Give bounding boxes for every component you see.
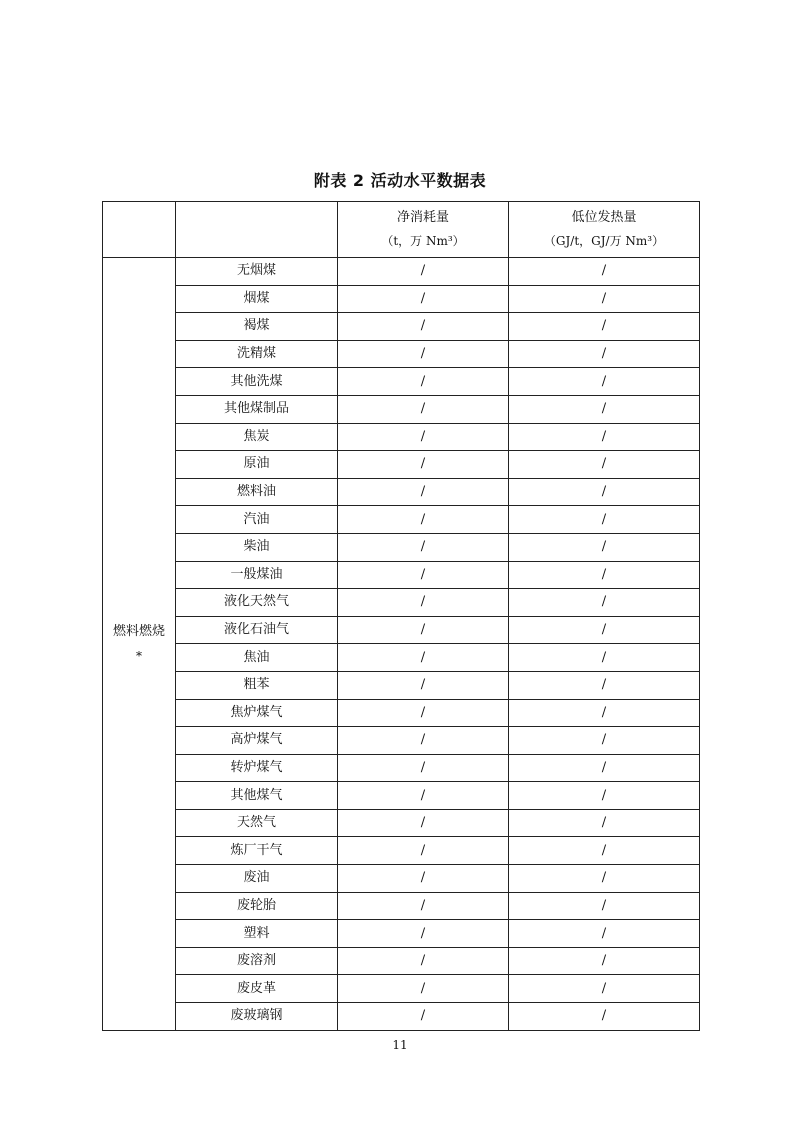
consumption-cell: /: [338, 699, 509, 727]
heat-value-cell: /: [509, 754, 700, 782]
table-row: [103, 478, 700, 506]
consumption-cell: /: [338, 368, 509, 396]
table-title: 附表 2 活动水平数据表: [313, 171, 487, 190]
fuel-name-cell: 无烟煤: [176, 258, 338, 286]
fuel-name-cell: 高炉煤气: [176, 727, 338, 755]
header-cell-heat-value: [509, 202, 700, 258]
fuel-name-cell: 洗精煤: [176, 340, 338, 368]
group-cell-fuel-combustion: [103, 258, 176, 1031]
consumption-cell: /: [338, 920, 509, 948]
heat-value-cell: /: [509, 699, 700, 727]
heat-value-cell: /: [509, 313, 700, 341]
fuel-name-cell: 焦炭: [176, 423, 338, 451]
table-row: [103, 975, 700, 1003]
table-row: [103, 313, 700, 341]
table-row: [103, 506, 700, 534]
table-row: [103, 1003, 700, 1031]
table-row: [103, 340, 700, 368]
table-row: [103, 754, 700, 782]
heat-value-cell: /: [509, 1003, 700, 1031]
consumption-cell: /: [338, 809, 509, 837]
consumption-cell: /: [338, 561, 509, 589]
heat-value-cell: /: [509, 782, 700, 810]
fuel-name-cell: 柴油: [176, 533, 338, 561]
table-row: [103, 533, 700, 561]
fuel-name-cell: 粗苯: [176, 671, 338, 699]
heat-value-cell: /: [509, 533, 700, 561]
table-row: [103, 423, 700, 451]
consumption-cell: /: [338, 892, 509, 920]
group-footnote-mark: *: [136, 648, 142, 663]
fuel-name-cell: 塑料: [176, 920, 338, 948]
table-row: [103, 561, 700, 589]
consumption-cell: /: [338, 313, 509, 341]
consumption-cell: /: [338, 644, 509, 672]
table-row: [103, 644, 700, 672]
table-row: [103, 616, 700, 644]
consumption-cell: /: [338, 340, 509, 368]
consumption-header-label: 净消耗量: [396, 210, 449, 225]
table-row: [103, 782, 700, 810]
table-row: [103, 837, 700, 865]
header-cell-category: [103, 202, 176, 258]
heat-value-cell: /: [509, 423, 700, 451]
table-body: [103, 202, 700, 1031]
fuel-name-cell: 天然气: [176, 809, 338, 837]
header-cell-fuel: [176, 202, 338, 258]
heat-value-header-unit: （GJ/t，GJ/万 Nm³）: [543, 234, 665, 248]
fuel-name-cell: 其他洗煤: [176, 368, 338, 396]
fuel-name-cell: 褐煤: [176, 313, 338, 341]
table-row: [103, 699, 700, 727]
table-row: [103, 285, 700, 313]
table-row: [103, 865, 700, 893]
consumption-cell: /: [338, 616, 509, 644]
heat-value-cell: /: [509, 258, 700, 286]
consumption-cell: /: [338, 258, 509, 286]
table-row: [103, 589, 700, 617]
consumption-cell: /: [338, 671, 509, 699]
heat-value-cell: /: [509, 368, 700, 396]
table-row: [103, 395, 700, 423]
heat-value-cell: /: [509, 561, 700, 589]
table-row: [103, 451, 700, 479]
heat-value-cell: /: [509, 616, 700, 644]
fuel-name-cell: 液化天然气: [176, 589, 338, 617]
fuel-name-cell: 其他煤气: [176, 782, 338, 810]
heat-value-cell: /: [509, 644, 700, 672]
heat-value-cell: /: [509, 865, 700, 893]
fuel-name-cell: 废轮胎: [176, 892, 338, 920]
table-row: [103, 671, 700, 699]
heat-value-cell: /: [509, 809, 700, 837]
table-row: [103, 809, 700, 837]
consumption-header-unit: （t，万 Nm³）: [381, 234, 465, 248]
fuel-name-cell: 一般煤油: [176, 561, 338, 589]
table-row: [103, 258, 700, 286]
fuel-name-cell: 焦油: [176, 644, 338, 672]
consumption-cell: /: [338, 533, 509, 561]
consumption-cell: /: [338, 478, 509, 506]
page-number: 11: [392, 1038, 408, 1052]
heat-value-cell: /: [509, 285, 700, 313]
consumption-cell: /: [338, 975, 509, 1003]
fuel-name-cell: 燃料油: [176, 478, 338, 506]
fuel-name-cell: 转炉煤气: [176, 754, 338, 782]
fuel-name-cell: 烟煤: [176, 285, 338, 313]
consumption-cell: /: [338, 1003, 509, 1031]
consumption-cell: /: [338, 506, 509, 534]
consumption-cell: /: [338, 285, 509, 313]
activity-data-table: [102, 201, 700, 1031]
heat-value-header-label: 低位发热量: [571, 210, 637, 225]
table-row: [103, 368, 700, 396]
table-row: [103, 892, 700, 920]
heat-value-cell: /: [509, 920, 700, 948]
consumption-cell: /: [338, 782, 509, 810]
heat-value-cell: /: [509, 671, 700, 699]
fuel-name-cell: 原油: [176, 451, 338, 479]
fuel-name-cell: 炼厂干气: [176, 837, 338, 865]
heat-value-cell: /: [509, 478, 700, 506]
consumption-cell: /: [338, 451, 509, 479]
consumption-cell: /: [338, 947, 509, 975]
consumption-cell: /: [338, 865, 509, 893]
fuel-name-cell: 汽油: [176, 506, 338, 534]
fuel-name-cell: 液化石油气: [176, 616, 338, 644]
group-label: 燃料燃烧: [112, 623, 165, 639]
heat-value-cell: /: [509, 589, 700, 617]
table-row: [103, 727, 700, 755]
header-cell-consumption: [338, 202, 509, 258]
heat-value-cell: /: [509, 975, 700, 1003]
fuel-name-cell: 焦炉煤气: [176, 699, 338, 727]
fuel-name-cell: 废玻璃钢: [176, 1003, 338, 1031]
heat-value-cell: /: [509, 837, 700, 865]
heat-value-cell: /: [509, 947, 700, 975]
heat-value-cell: /: [509, 892, 700, 920]
heat-value-cell: /: [509, 727, 700, 755]
heat-value-cell: /: [509, 340, 700, 368]
heat-value-cell: /: [509, 506, 700, 534]
table-row: [103, 920, 700, 948]
fuel-name-cell: 废溶剂: [176, 947, 338, 975]
consumption-cell: /: [338, 754, 509, 782]
header-row: [103, 202, 700, 258]
consumption-cell: /: [338, 423, 509, 451]
consumption-cell: /: [338, 589, 509, 617]
consumption-cell: /: [338, 395, 509, 423]
table-row: [103, 947, 700, 975]
fuel-name-cell: 废油: [176, 865, 338, 893]
heat-value-cell: /: [509, 451, 700, 479]
consumption-cell: /: [338, 727, 509, 755]
heat-value-cell: /: [509, 395, 700, 423]
fuel-name-cell: 其他煤制品: [176, 395, 338, 423]
consumption-cell: /: [338, 837, 509, 865]
fuel-name-cell: 废皮革: [176, 975, 338, 1003]
